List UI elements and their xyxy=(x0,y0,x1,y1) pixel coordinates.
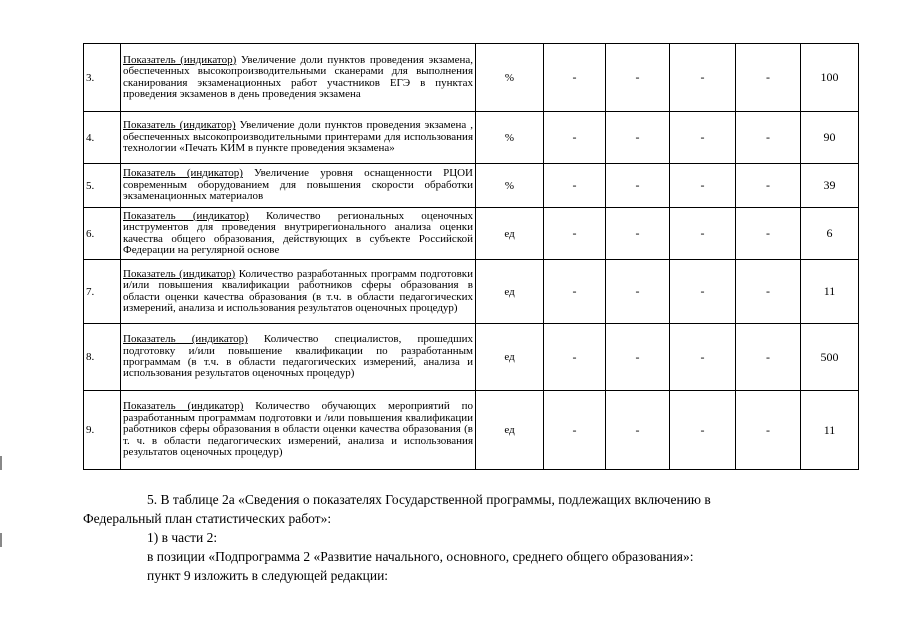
indicator-label: Показатель (индикатор) xyxy=(123,167,243,180)
year-cell: - xyxy=(606,112,670,164)
amendment-paragraph-line-2: Федеральный план статистических работ»: xyxy=(83,511,332,526)
year-cell: - xyxy=(670,112,736,164)
year-cell: - xyxy=(736,208,801,260)
year-cell: - xyxy=(670,391,736,470)
row-number: 6. xyxy=(84,208,121,260)
unit-cell: ед xyxy=(476,391,544,470)
year-cell: - xyxy=(736,324,801,391)
value-cell: 11 xyxy=(801,391,859,470)
year-cell: - xyxy=(606,208,670,260)
year-cell: - xyxy=(544,164,606,208)
part-reference: 1) в части 2: xyxy=(147,530,218,545)
year-cell: - xyxy=(606,164,670,208)
indicator-description xyxy=(121,260,476,324)
position-reference: в позиции «Подпрограмма 2 «Развитие начального, основного, среднего общего образования»: xyxy=(147,549,694,564)
year-cell: - xyxy=(606,44,670,112)
year-cell: - xyxy=(670,208,736,260)
year-cell: - xyxy=(670,164,736,208)
year-cell: - xyxy=(736,260,801,324)
indicator-description xyxy=(121,164,476,208)
unit-cell: % xyxy=(476,44,544,112)
indicator-label: Показатель (индикатор) xyxy=(123,53,237,66)
value-cell: 11 xyxy=(801,260,859,324)
year-cell: - xyxy=(544,260,606,324)
unit-cell: ед xyxy=(476,260,544,324)
year-cell: - xyxy=(606,260,670,324)
year-cell: - xyxy=(544,112,606,164)
year-cell: - xyxy=(544,208,606,260)
scan-edge-mark xyxy=(0,456,2,470)
indicator-label: Показатель (индикатор) xyxy=(123,267,236,280)
indicator-text: Увеличение доли пунктов проведения экзамена, обеспеченных высокопроизводительными сканерами для выполнения сканирования экзаменационных работ участников ЕГЭ в пунктах проведения экзаменов в день проведения экзамена xyxy=(123,53,473,100)
value-cell: 39 xyxy=(801,164,859,208)
indicator-text: Количество региональных оценочных инструментов для проведения внутрирегионального анализа оценки качества общего образования, действующих в субъекте Российской Федерации на регулярной основе xyxy=(123,209,473,256)
year-cell: - xyxy=(736,44,801,112)
year-cell: - xyxy=(736,112,801,164)
value-cell: 90 xyxy=(801,112,859,164)
row-number: 5. xyxy=(84,164,121,208)
row-number: 7. xyxy=(84,260,121,324)
indicator-text: Количество обучающих мероприятий по разработанным программам подготовки и /или повышения квалификации работников сферы образования в области оценки качества образования (в т. ч. в области педагогических измерений, анализа и использования результатов оценочных процедур) xyxy=(123,400,473,459)
year-cell: - xyxy=(544,44,606,112)
table-row xyxy=(84,391,859,470)
year-cell: - xyxy=(670,44,736,112)
indicator-text: Увеличение доли пунктов проведения экзамена , обеспеченных высокопроизводительными принтерами для использования технологии «Печать КИМ в пункте проведения экзамена» xyxy=(123,119,473,155)
indicator-label: Показатель (индикатор) xyxy=(123,333,248,346)
table-row xyxy=(84,164,859,208)
value-cell: 6 xyxy=(801,208,859,260)
indicator-description xyxy=(121,324,476,391)
unit-cell: ед xyxy=(476,324,544,391)
indicators-table xyxy=(83,43,859,470)
table-row xyxy=(84,44,859,112)
indicator-label: Показатель (индикатор) xyxy=(123,209,249,222)
value-cell: 100 xyxy=(801,44,859,112)
table-row xyxy=(84,260,859,324)
table-row xyxy=(84,112,859,164)
indicator-text: Количество разработанных программ подготовки и/или повышения квалификации работников сферы образования в области оценки качества образования (в т.ч. в области педагогических измерений, анализа и использования результатов оценочных процедур) xyxy=(123,267,473,314)
table-row xyxy=(84,208,859,260)
unit-cell: ед xyxy=(476,208,544,260)
amendment-paragraph-line-1: 5. В таблице 2а «Сведения о показателях Государственной программы, подлежащих включению в xyxy=(147,492,711,507)
scan-edge-mark xyxy=(0,533,2,547)
item-instruction: пункт 9 изложить в следующей редакции: xyxy=(147,568,389,583)
indicator-label: Показатель (индикатор) xyxy=(123,400,244,413)
year-cell: - xyxy=(606,324,670,391)
indicator-text: Количество специалистов, прошедших подготовку и/или повышение квалификации по разработанным программам (в т.ч. в области педагогических измерений, анализа и использования результатов оценочных процедур) xyxy=(123,333,473,380)
year-cell: - xyxy=(670,324,736,391)
indicator-description xyxy=(121,208,476,260)
value-cell: 500 xyxy=(801,324,859,391)
indicator-label: Показатель (индикатор) xyxy=(123,119,236,132)
indicator-text: Увеличение уровня оснащенности РЦОИ современным оборудованием для повышения скорости обработки экзаменационных материалов xyxy=(123,167,473,203)
row-number: 3. xyxy=(84,44,121,112)
year-cell: - xyxy=(544,324,606,391)
row-number: 4. xyxy=(84,112,121,164)
year-cell: - xyxy=(606,391,670,470)
indicator-description xyxy=(121,391,476,470)
unit-cell: % xyxy=(476,164,544,208)
year-cell: - xyxy=(736,391,801,470)
table-row xyxy=(84,324,859,391)
indicator-description xyxy=(121,112,476,164)
unit-cell: % xyxy=(476,112,544,164)
row-number: 9. xyxy=(84,391,121,470)
indicator-description xyxy=(121,44,476,112)
row-number: 8. xyxy=(84,324,121,391)
year-cell: - xyxy=(544,391,606,470)
year-cell: - xyxy=(736,164,801,208)
year-cell: - xyxy=(670,260,736,324)
